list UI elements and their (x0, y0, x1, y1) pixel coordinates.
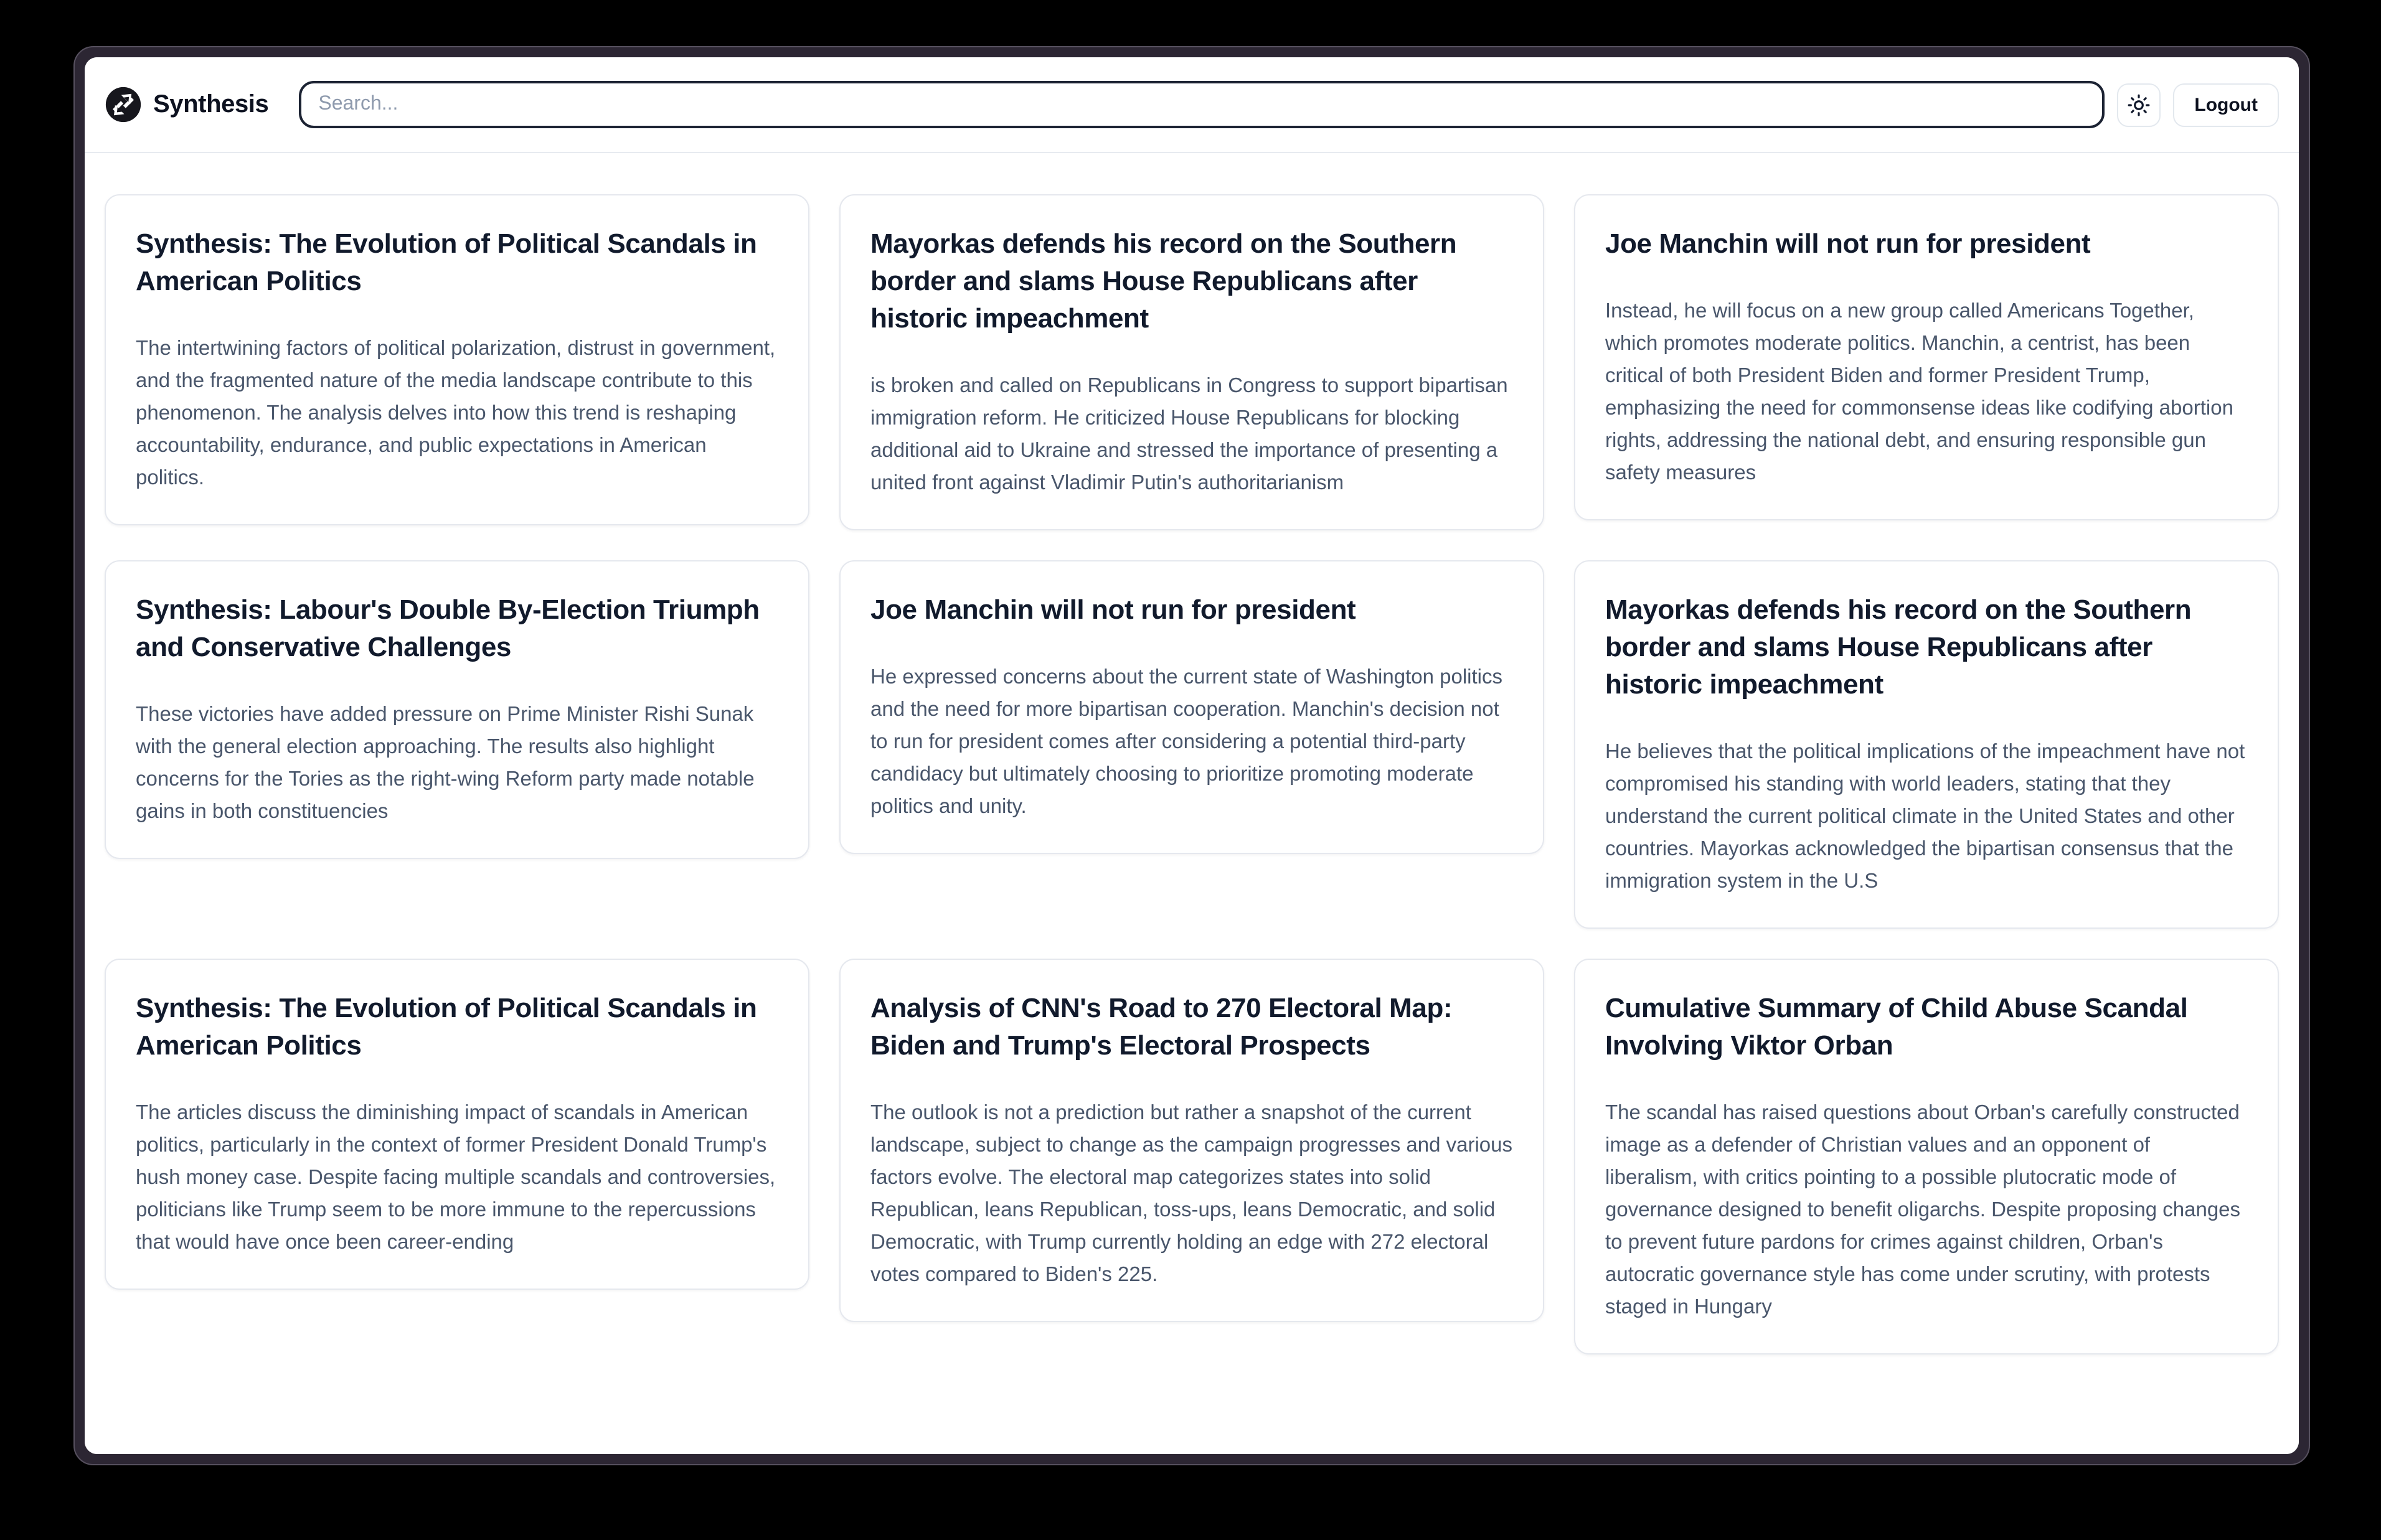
article-card[interactable] (839, 560, 1544, 854)
article-title: Mayorkas defends his record on the Southern border and slams House Republicans after historic impeachment (1605, 594, 2192, 700)
theme-toggle-button[interactable] (2117, 83, 2161, 126)
article-summary: The scandal has raised questions about Orban's carefully constructed image as a defender of Christian values and an opponent of liberalism, with critics pointing to a possible plutocratic mode of governance designed to benefit oligarchs. Despite proposing changes to prevent future pardons for crimes against children, Orban's autocratic governance style has come under scrutiny, with protests staged in Hungary (1605, 1102, 2241, 1318)
article-card[interactable] (1574, 194, 2279, 520)
synthesis-logo-icon (105, 86, 142, 123)
article-summary: Instead, he will focus on a new group called Americans Together, which promotes moderate politics. Manchin, a centrist, has been critical of both President Biden and former President Trump, emphasizing the need for commonsense ideas like codifying abortion rights, addressing the national debt, and ensuring responsible gun safety measures (1605, 300, 2233, 484)
app-window-frame (73, 46, 2310, 1465)
article-card[interactable] (839, 959, 1544, 1322)
articles-area (85, 153, 2299, 1454)
sun-icon (2127, 93, 2151, 116)
article-card[interactable] (1574, 959, 2279, 1355)
app-content (85, 57, 2299, 1454)
article-summary: He believes that the political implications of the impeachment have not compromised his standing with world leaders, stating that they understand the current political climate in the United States and other countries. Mayorkas acknowledged the bipartisan consensus that the immigration system in the U.S (1605, 741, 2245, 893)
article-summary: The articles discuss the diminishing impact of scandals in American politics, particularly in the context of former President Donald Trump's hush money case. Despite facing multiple scandals and controversies, politicians like Trump seem to be more immune to the repercussions that would have once been career-ending (136, 1102, 776, 1254)
article-title: Joe Manchin will not run for president (870, 594, 1356, 625)
article-card[interactable] (105, 560, 809, 859)
brand (105, 86, 268, 123)
app-title: Synthesis (153, 90, 269, 118)
article-summary: is broken and called on Republicans in Congress to support bipartisan immigration reform. He criticized House Republicans for blocking additional aid to Ukraine and stressed the importance of presenting a united front against Vladimir Putin's authoritarianism (870, 375, 1508, 494)
article-title: Synthesis: Labour's Double By-Election Triumph and Conservative Challenges (136, 594, 760, 662)
article-summary: He expressed concerns about the current state of Washington politics and the need for more bipartisan cooperation. Manchin's decision not to run for president comes after considering a potential third-party candidacy but ultimately choosing to prioritize promoting moderate politics and unity. (870, 666, 1502, 818)
article-card[interactable] (105, 959, 809, 1290)
search-input[interactable] (298, 81, 2105, 128)
article-title: Analysis of CNN's Road to 270 Electoral Map: Biden and Trump's Electoral Prospects (870, 992, 1453, 1061)
logout-button[interactable]: Logout (2173, 83, 2279, 126)
article-summary: These victories have added pressure on Prime Minister Rishi Sunak with the general election approaching. The results also highlight concerns for the Tories as the right-wing Reform party made notable gains in both constituencies (136, 703, 755, 823)
article-card[interactable] (839, 194, 1544, 530)
article-summary: The outlook is not a prediction but rather a snapshot of the current landscape, subject to change as the campaign progresses and various factors evolve. The electoral map categorizes states into solid Republican, leans Republican, toss-ups, leans Democratic, and solid Democratic, with Trump currently holding an edge with 272 electoral votes compared to Biden's 225. (870, 1102, 1512, 1286)
article-card[interactable] (105, 194, 809, 525)
article-title: Synthesis: The Evolution of Political Scandals in American Politics (136, 992, 757, 1061)
article-title: Cumulative Summary of Child Abuse Scandal Involving Viktor Orban (1605, 992, 2188, 1061)
article-summary: The intertwining factors of political polarization, distrust in government, and the fragmented nature of the media landscape contribute to this phenomenon. The analysis delves into how this trend is reshaping accountability, endurance, and public expectations in American politics. (136, 337, 776, 489)
article-title: Mayorkas defends his record on the Southern border and slams House Republicans after historic impeachment (870, 228, 1457, 334)
top-navigation-bar (85, 57, 2299, 153)
article-title: Joe Manchin will not run for president (1605, 228, 2091, 259)
card-grid (105, 194, 2279, 1355)
article-card[interactable] (1574, 560, 2279, 929)
article-title: Synthesis: The Evolution of Political Scandals in American Politics (136, 228, 757, 296)
